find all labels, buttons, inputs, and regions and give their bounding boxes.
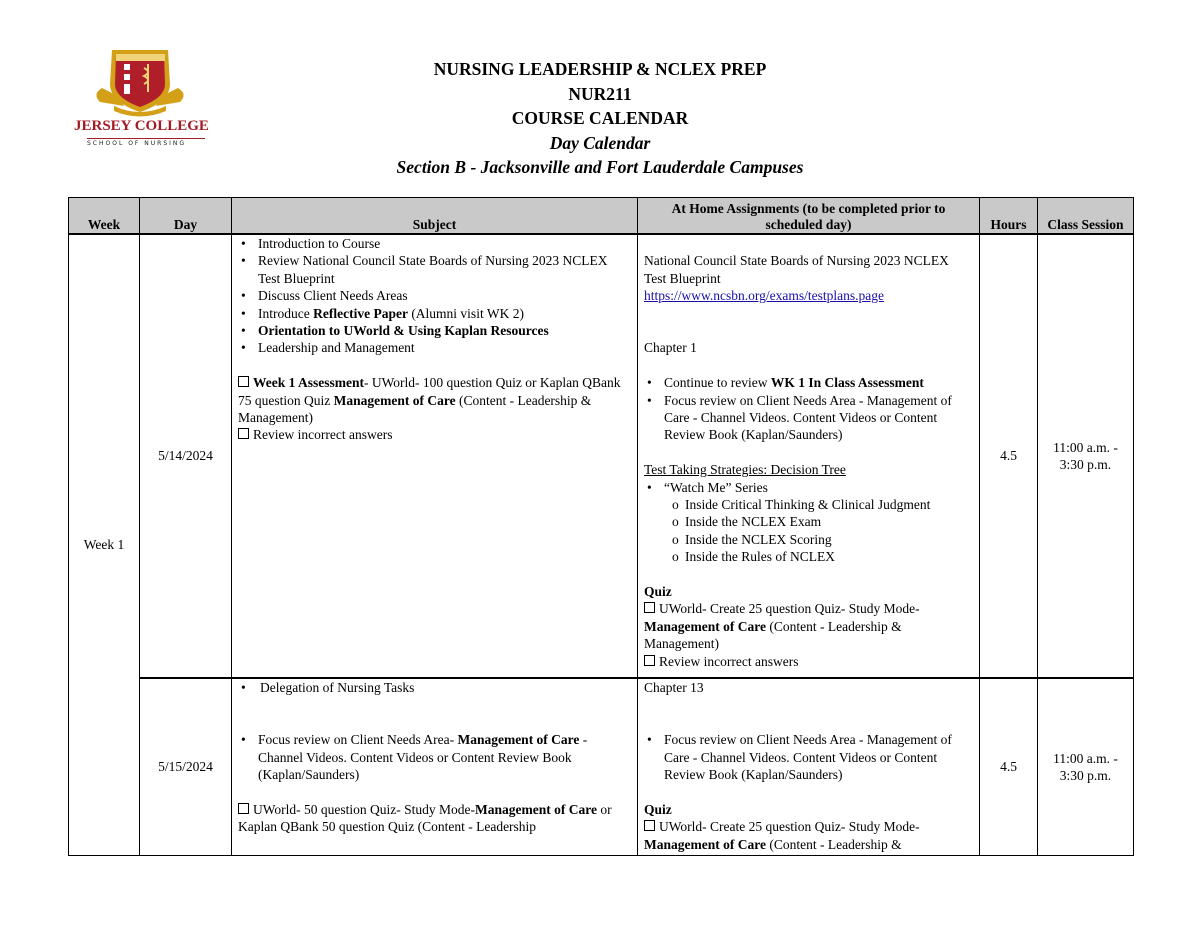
day-cell: 5/14/2024 (140, 234, 232, 678)
list-item: • Continue to review WK 1 In Class Assessment (644, 374, 973, 391)
watch-sub-list (644, 496, 973, 566)
list-item: • Discuss Client Needs Areas (238, 287, 631, 304)
week-cell: Week 1 (69, 234, 140, 856)
list-item: • Introduction to Course (238, 235, 631, 252)
logo-subtitle: SCHOOL OF NURSING (87, 138, 205, 147)
table-row (69, 678, 1134, 856)
subject-cell (232, 234, 638, 678)
list-item: • Orientation to UWorld & Using Kaplan Resources (238, 322, 631, 339)
logo-name: JERSEY COLLEGE (74, 118, 209, 134)
document-header (0, 57, 1200, 180)
list-item: o Inside the NCLEX Scoring (672, 531, 973, 548)
list-item: • Delegation of Nursing Tasks (238, 679, 631, 696)
ncsbn-text: National Council State Boards of Nursing 2023 NCLEX Test Blueprint (644, 253, 949, 286)
subject-cell (232, 678, 638, 856)
hours-cell: 4.5 (980, 678, 1038, 856)
table-row (69, 234, 1134, 678)
quiz-text: UWorld- Create 25 question Quiz- Study Mode-Management of Care (Content - Leadership & Management) (644, 601, 920, 652)
column-header-session: Class Session (1038, 198, 1134, 235)
column-header-subject: Subject (232, 198, 638, 235)
quiz-heading: Quiz (644, 584, 672, 600)
checkbox-icon (644, 602, 655, 613)
session-cell: 11:00 a.m. - 3:30 p.m. (1038, 234, 1134, 678)
list-item: • Focus review on Client Needs Area - Management of Care - Channel Videos. Content Videos or Content Review Book (Kaplan/Saunders) (644, 392, 973, 444)
checkbox-icon (644, 655, 655, 666)
checkbox-icon (238, 376, 249, 387)
quiz-text: UWorld- 50 question Quiz- Study Mode-Management of Care or Kaplan QBank 50 question Quiz (Content - Leadership (238, 801, 612, 835)
list-item: o Inside the NCLEX Exam (672, 513, 973, 530)
session-cell: 11:00 a.m. - 3:30 p.m. (1038, 678, 1134, 856)
column-header-assignments: At Home Assignments (to be completed prior to scheduled day) (638, 198, 980, 235)
chapter-text: Chapter 1 (644, 340, 697, 356)
assessment-text: Week 1 Assessment- UWorld- 100 question Quiz or Kaplan QBank 75 question Quiz Management of Care (Content - Leadership & Management) (238, 375, 621, 426)
hours-cell: 4.5 (980, 234, 1038, 678)
watch-list (644, 479, 973, 496)
list-item: • Focus review on Client Needs Area - Management of Care - Channel Videos. Content Videos or Content Review Book (Kaplan/Saunders) (644, 731, 973, 783)
quiz-heading: Quiz (644, 801, 672, 817)
section-title: Section B - Jacksonville and Fort Lauderdale Campuses (396, 157, 804, 177)
assignment-bullet-list (644, 374, 973, 444)
checkbox-icon (238, 428, 249, 439)
calendar-type: Day Calendar (549, 132, 651, 153)
course-code: NUR211 (568, 83, 632, 104)
list-item: • Focus review on Client Needs Area- Management of Care - Channel Videos. Content Videos or Content Review Book (Kaplan/Saunders) (238, 731, 631, 783)
column-header-day: Day (140, 198, 232, 235)
ncsbn-link[interactable]: https://www.ncsbn.org/exams/testplans.page (644, 288, 884, 304)
quiz-text: UWorld- Create 25 question Quiz- Study Mode-Management of Care (Content - Leadership & (644, 819, 920, 852)
chapter-text: Chapter 13 (644, 680, 704, 695)
checkbox-icon (238, 803, 249, 814)
table-header-row (69, 198, 1134, 235)
list-item: • Introduce Reflective Paper (Alumni visit WK 2) (238, 305, 631, 322)
list-item: o Inside the Rules of NCLEX (672, 548, 973, 565)
course-title: NURSING LEADERSHIP & NCLEX PREP (433, 59, 767, 79)
list-item: o Inside Critical Thinking & Clinical Judgment (672, 496, 973, 513)
calendar-title: COURSE CALENDAR (511, 108, 689, 128)
day-cell: 5/15/2024 (140, 678, 232, 856)
strategies-heading: Test Taking Strategies: Decision Tree (644, 462, 846, 478)
list-item: • Review National Council State Boards of Nursing 2023 NCLEX Test Blueprint (238, 252, 631, 287)
column-header-hours: Hours (980, 198, 1038, 235)
list-item: • “Watch Me” Series (644, 479, 973, 496)
list-item: • Leadership and Management (238, 339, 631, 356)
assignments-cell (638, 678, 980, 856)
column-header-week: Week (69, 198, 140, 235)
review-text: Review incorrect answers (644, 653, 973, 670)
assignments-cell (638, 234, 980, 678)
subject-bullet-list (238, 235, 631, 357)
review-text: Review incorrect answers (238, 426, 631, 443)
course-calendar-table (68, 197, 1134, 856)
checkbox-icon (644, 820, 655, 831)
